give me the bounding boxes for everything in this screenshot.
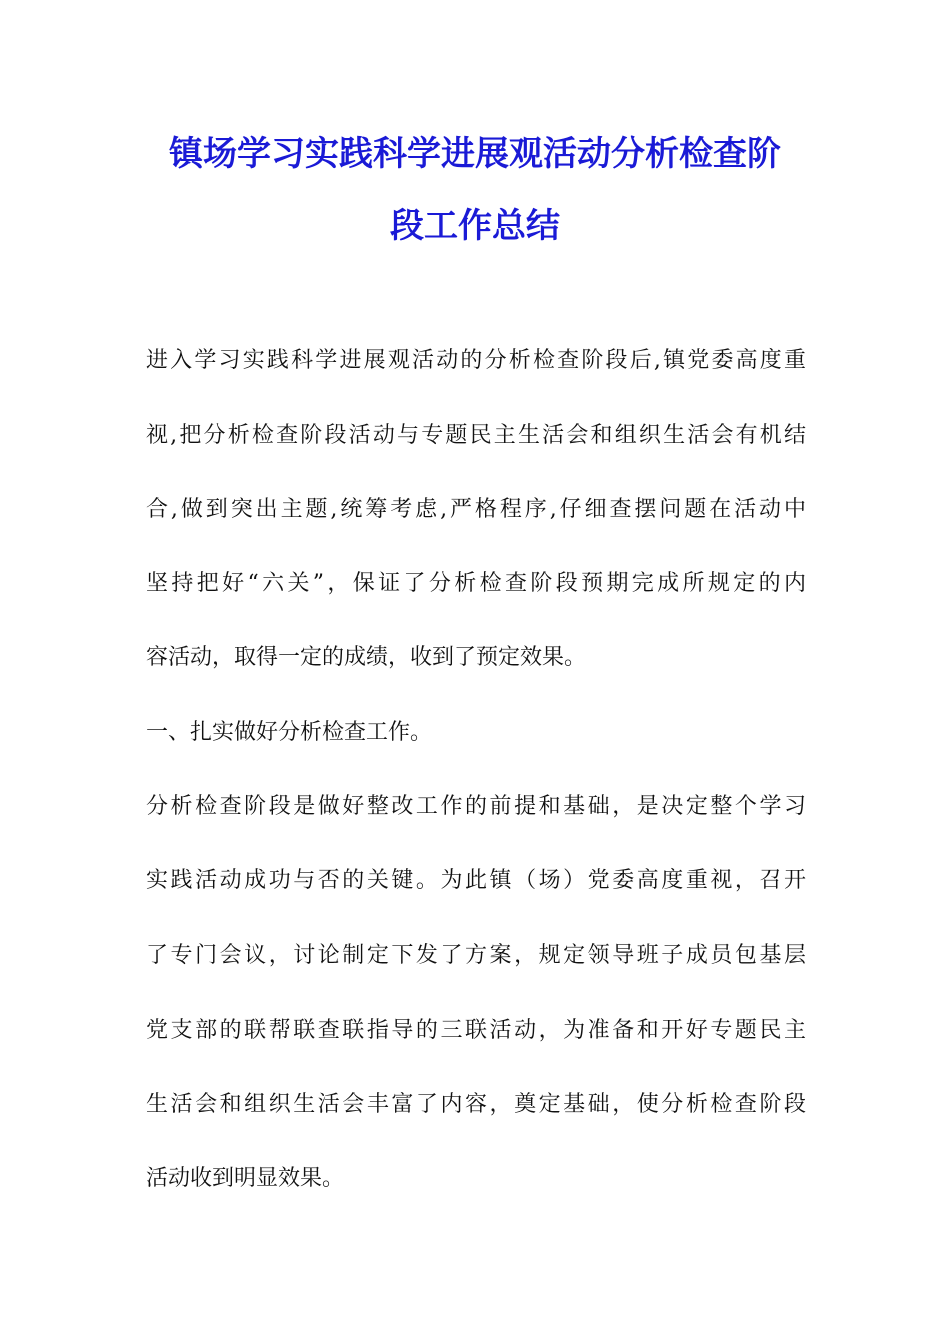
paragraph-1-line-5: 容活动，取得一定的成绩，收到了预定效果。 [146,645,587,670]
document-title-line-1: 镇场学习实践科学进展观活动分析检查阶 [169,134,781,174]
paragraph-1-line-2: 视,把分析检查阶段活动与专题民主生活会和组织生活会有机结 [146,423,806,448]
section-heading-1: 一、扎实做好分析检查工作。 [146,720,433,745]
paragraph-1-line-4: 坚持把好“六关”，保证了分析检查阶段预期完成所规定的内 [146,571,806,596]
paragraph-1-line-1: 进入学习实践科学进展观活动的分析检查阶段后,镇党委高度重 [146,348,806,373]
paragraph-3-line-3: 了专门会议，讨论制定下发了方案，规定领导班子成员包基层 [146,943,806,968]
paragraph-3-line-5: 生活会和组织生活会丰富了内容，奠定基础，使分析检查阶段 [146,1092,806,1117]
paragraph-3-line-6: 活动收到明显效果。 [146,1166,345,1191]
paragraph-3-line-2: 实践活动成功与否的关键。为此镇（场）党委高度重视，召开 [146,868,806,893]
paragraph-3-line-1: 分析检查阶段是做好整改工作的前提和基础，是决定整个学习 [146,794,806,819]
paragraph-3-line-4: 党支部的联帮联查联指导的三联活动，为准备和开好专题民主 [146,1018,806,1043]
paragraph-1-line-3: 合,做到突出主题,统筹考虑,严格程序,仔细查摆问题在活动中 [146,497,806,522]
document-title-line-2: 段工作总结 [390,206,560,246]
